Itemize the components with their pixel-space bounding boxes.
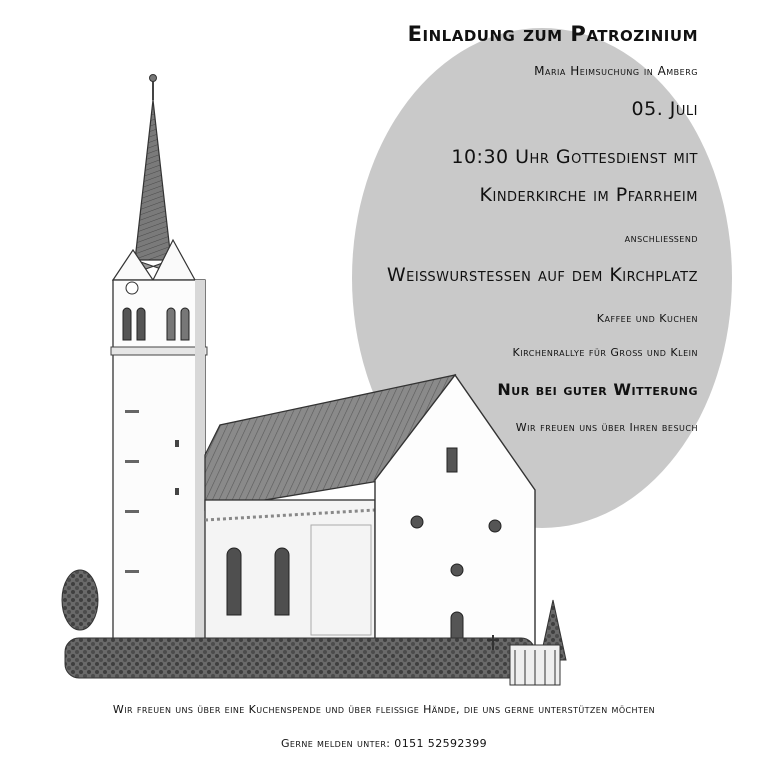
service-line-2: Kinderkirche im Pfarrheim	[479, 184, 698, 206]
spire	[135, 100, 171, 260]
service-line-1: 10:30 Uhr Gottesdienst mit	[451, 146, 698, 168]
shrub-hedge	[65, 638, 535, 678]
welcome-line: Wir freuen uns über Ihren besuch	[515, 421, 698, 434]
invitation-subtitle: Maria Heimsuchung in Amberg	[534, 64, 698, 78]
weather-note: Nur bei guter Witterung	[497, 380, 698, 399]
invitation-title: Einladung zum Patrozinium	[407, 22, 698, 46]
rally-line: Kirchenrallye für Groß und Klein	[512, 346, 698, 359]
afterwards-label: anschließend	[624, 232, 698, 245]
footer-contact-line: Gerne melden unter: 0151 52592399	[280, 737, 487, 750]
food-line: Weißwurstessen auf dem Kirchplatz	[386, 264, 698, 286]
tower-clock	[126, 282, 138, 294]
event-date: 05. Juli	[631, 98, 698, 120]
footer-donation-line: Wir freuen uns über eine Kuchenspende und über fleißige Hände, die uns gerne unterstützen möchten	[112, 703, 656, 716]
coffee-line: Kaffee und Kuchen	[596, 312, 698, 325]
